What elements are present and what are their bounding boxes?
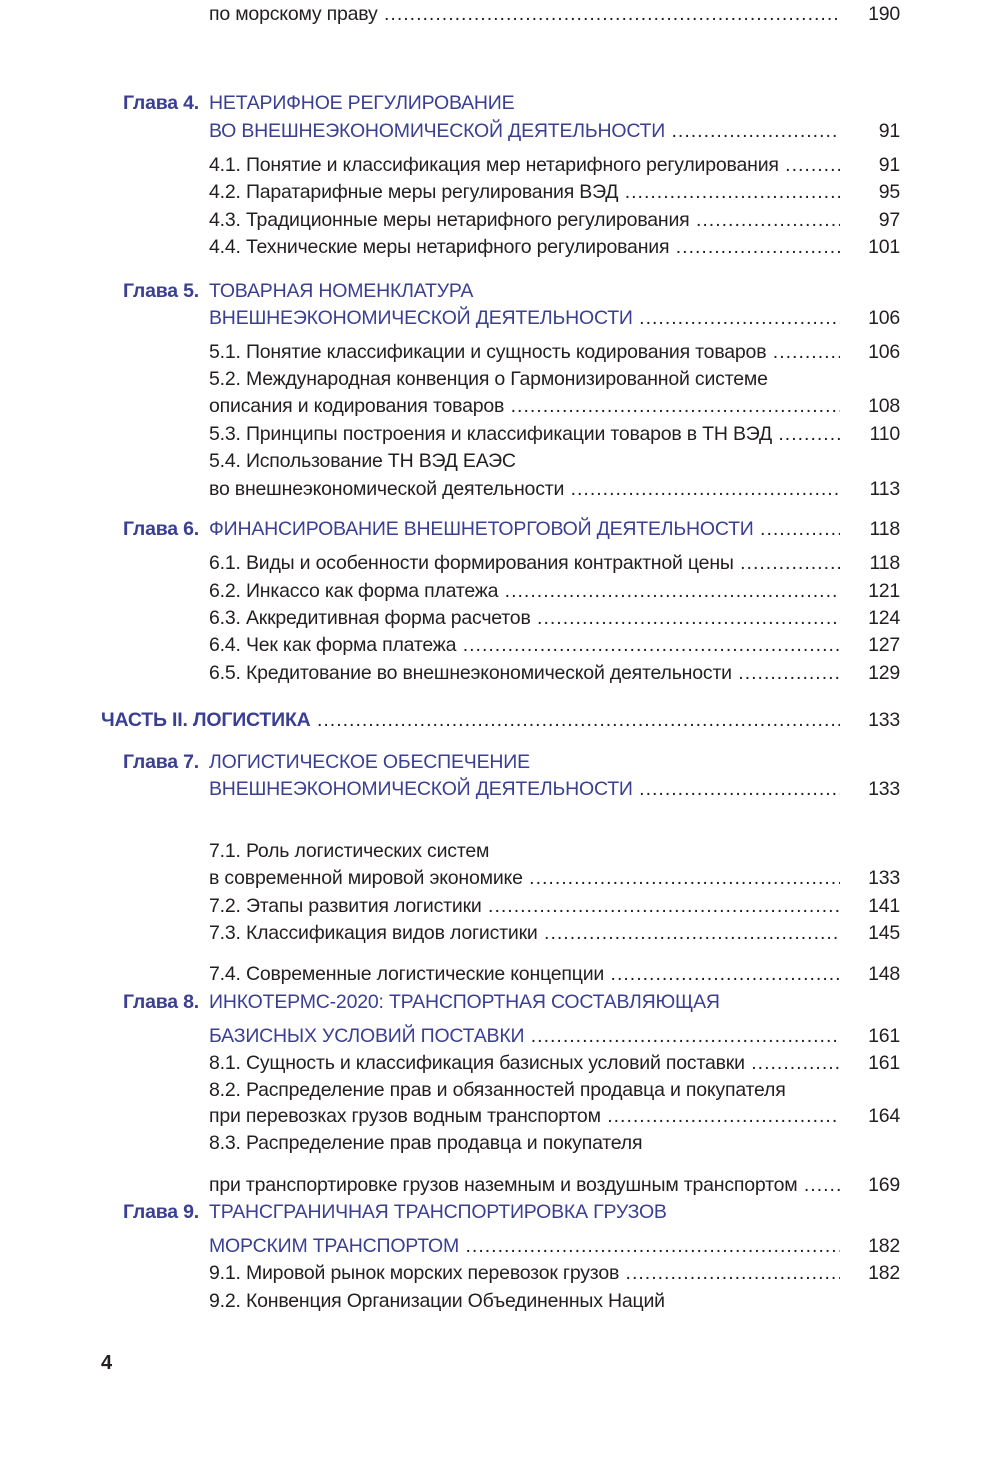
page-ref: 164 (868, 1105, 900, 1127)
entry-title: ВНЕШНЕЭКОНОМИЧЕСКОЙ ДЕЯТЕЛЬНОСТИ ..... (209, 304, 840, 332)
page-ref: 133 (868, 709, 900, 731)
entry-title: 4.1. Понятие и классификация мер нетарифного регулирования ..... (209, 151, 840, 179)
entry-title: при транспортировке грузов наземным и воздушным транспортом ..... (209, 1171, 840, 1199)
entry-title: 6.4. Чек как форма платежа ..... (209, 631, 840, 659)
entry-title: НЕТАРИФНОЕ РЕГУЛИРОВАНИЕ (209, 92, 515, 114)
page-ref: 118 (869, 552, 900, 574)
toc-section-entry (209, 206, 900, 234)
toc-chapter-entry (209, 1232, 900, 1260)
page-number: 4 (101, 1352, 113, 1374)
entry-title: описания и кодирования товаров ..... (209, 392, 840, 420)
entry-title: 7.4. Современные логистические концепции ..... (209, 960, 840, 988)
entry-title: во внешнеэкономической деятельности ..... (209, 475, 840, 503)
page-ref: 182 (868, 1235, 900, 1257)
page-ref: 121 (868, 580, 900, 602)
toc-section-entry (209, 392, 900, 420)
entry-title: 9.1. Мировой рынок морских перевозок грузов ..... (209, 1259, 840, 1287)
page-ref: 108 (868, 395, 900, 417)
entry-title: 4.3. Традиционные меры нетарифного регулирования ..... (209, 206, 840, 234)
page-ref: 95 (878, 181, 900, 203)
entry-title: ЧАСТЬ II. ЛОГИСТИКА ..... (101, 706, 840, 734)
toc-section-entry (209, 892, 900, 920)
entry-title: 6.1. Виды и особенности формирования контрактной цены ..... (209, 549, 840, 577)
toc-section-entry (209, 837, 900, 865)
toc-section-entry (209, 475, 900, 503)
entry-title: БАЗИСНЫХ УСЛОВИЙ ПОСТАВКИ ..... (209, 1022, 840, 1050)
chapter-number: Глава 9. (123, 1201, 199, 1223)
entry-title: ВО ВНЕШНЕЭКОНОМИЧЕСКОЙ ДЕЯТЕЛЬНОСТИ ..... (209, 117, 840, 145)
toc-section-entry (209, 659, 900, 687)
page-ref: 118 (869, 518, 900, 540)
page-ref: 141 (868, 895, 900, 917)
page-ref: 91 (878, 154, 900, 176)
entry-title: ВНЕШНЕЭКОНОМИЧЕСКОЙ ДЕЯТЕЛЬНОСТИ ..... (209, 775, 840, 803)
toc-section-entry (209, 960, 900, 988)
chapter-number: Глава 5. (123, 280, 199, 302)
page-ref: 182 (868, 1262, 900, 1284)
toc-section-entry (209, 178, 900, 206)
toc-chapter-entry (123, 89, 900, 117)
toc-section-entry (209, 549, 900, 577)
toc-chapter-entry (123, 1198, 900, 1226)
entry-title: ИНКОТЕРМС-2020: ТРАНСПОРТНАЯ СОСТАВЛЯЮЩАЯ (209, 991, 720, 1013)
toc-section-entry (209, 864, 900, 892)
chapter-number: Глава 4. (123, 92, 199, 114)
toc-chapter-entry (123, 988, 900, 1016)
toc-section-entry (209, 338, 900, 366)
entry-title: 5.4. Использование ТН ВЭД ЕАЭС (209, 450, 516, 472)
entry-title: 7.1. Роль логистических систем (209, 840, 490, 862)
entry-title: при перевозках грузов водным транспортом ..... (209, 1102, 840, 1130)
toc-section-entry (209, 233, 900, 261)
toc-section-entry (209, 151, 900, 179)
entry-title: 5.2. Международная конвенция о Гармонизированной системе (209, 368, 768, 390)
page-ref: 190 (868, 3, 900, 25)
toc-part-entry (101, 706, 900, 734)
entry-title: 9.2. Конвенция Организации Объединенных Наций (209, 1290, 665, 1312)
toc-section-entry (209, 1171, 900, 1199)
entry-title: 8.1. Сущность и классификация базисных условий поставки ..... (209, 1049, 840, 1077)
page-ref: 148 (868, 963, 900, 985)
entry-title: ФИНАНСИРОВАНИЕ ВНЕШНЕТОРГОВОЙ ДЕЯТЕЛЬНОСТИ ..... (209, 515, 840, 543)
page-ref: 133 (868, 778, 900, 800)
page-ref: 124 (868, 607, 900, 629)
page-ref: 91 (878, 120, 900, 142)
toc-section-entry (209, 447, 900, 475)
toc-section-entry (209, 365, 900, 393)
toc-section-entry (209, 631, 900, 659)
entry-title: ТОВАРНАЯ НОМЕНКЛАТУРА (209, 280, 474, 302)
entry-title: 6.2. Инкассо как форма платежа ..... (209, 577, 840, 605)
entry-title: в современной мировой экономике ..... (209, 864, 840, 892)
page-ref: 169 (868, 1174, 900, 1196)
entry-title: 6.3. Аккредитивная форма расчетов ..... (209, 604, 840, 632)
toc-section-entry (209, 1129, 900, 1157)
entry-title: 4.2. Паратарифные меры регулирования ВЭД ..... (209, 178, 840, 206)
page-ref: 127 (868, 634, 900, 656)
toc-chapter-entry (209, 117, 900, 145)
toc-section-entry (209, 577, 900, 605)
entry-title: 8.2. Распределение прав и обязанностей продавца и покупателя (209, 1079, 786, 1101)
entry-title: 8.3. Распределение прав продавца и покупателя (209, 1132, 643, 1154)
page-ref: 110 (869, 423, 900, 445)
entry-title: 6.5. Кредитование во внешнеэкономической деятельности ..... (209, 659, 840, 687)
toc-section-entry (209, 1049, 900, 1077)
entry-title: 7.2. Этапы развития логистики ..... (209, 892, 840, 920)
toc-section-entry (209, 1102, 900, 1130)
page-ref: 161 (868, 1025, 900, 1047)
entry-title: МОРСКИМ ТРАНСПОРТОМ ..... (209, 1232, 840, 1260)
entry-title: по морскому праву ..... (209, 0, 840, 28)
page-ref: 113 (869, 478, 900, 500)
entry-title: 5.3. Принципы построения и классификации товаров в ТН ВЭД ..... (209, 420, 840, 448)
page-ref: 161 (868, 1052, 900, 1074)
toc-section-entry (209, 919, 900, 947)
page-ref: 97 (878, 209, 900, 231)
toc-chapter-entry (209, 304, 900, 332)
entry-title: ЛОГИСТИЧЕСКОЕ ОБЕСПЕЧЕНИЕ (209, 751, 530, 773)
entry-title: 5.1. Понятие классификации и сущность кодирования товаров ..... (209, 338, 840, 366)
page-ref: 133 (868, 867, 900, 889)
toc-section-entry (209, 604, 900, 632)
chapter-number: Глава 7. (123, 751, 199, 773)
page-ref: 145 (868, 922, 900, 944)
toc-section-entry (209, 1076, 900, 1104)
page-ref: 129 (868, 662, 900, 684)
toc-chapter-entry (209, 1022, 900, 1050)
toc-section-entry (209, 0, 900, 28)
toc-section-entry (209, 420, 900, 448)
entry-title: 4.4. Технические меры нетарифного регулирования ..... (209, 233, 840, 261)
toc-chapter-entry (123, 748, 900, 776)
toc-chapter-entry (123, 515, 900, 543)
page-ref: 106 (868, 341, 900, 363)
chapter-number: Глава 6. (123, 518, 199, 540)
toc-chapter-entry (209, 775, 900, 803)
page-ref: 106 (868, 307, 900, 329)
toc-section-entry (209, 1259, 900, 1287)
entry-title: ТРАНСГРАНИЧНАЯ ТРАНСПОРТИРОВКА ГРУЗОВ (209, 1201, 667, 1223)
toc-chapter-entry (123, 277, 900, 305)
page-ref: 101 (868, 236, 900, 258)
entry-title: 7.3. Классификация видов логистики ..... (209, 919, 840, 947)
chapter-number: Глава 8. (123, 991, 199, 1013)
toc-section-entry (209, 1287, 900, 1315)
